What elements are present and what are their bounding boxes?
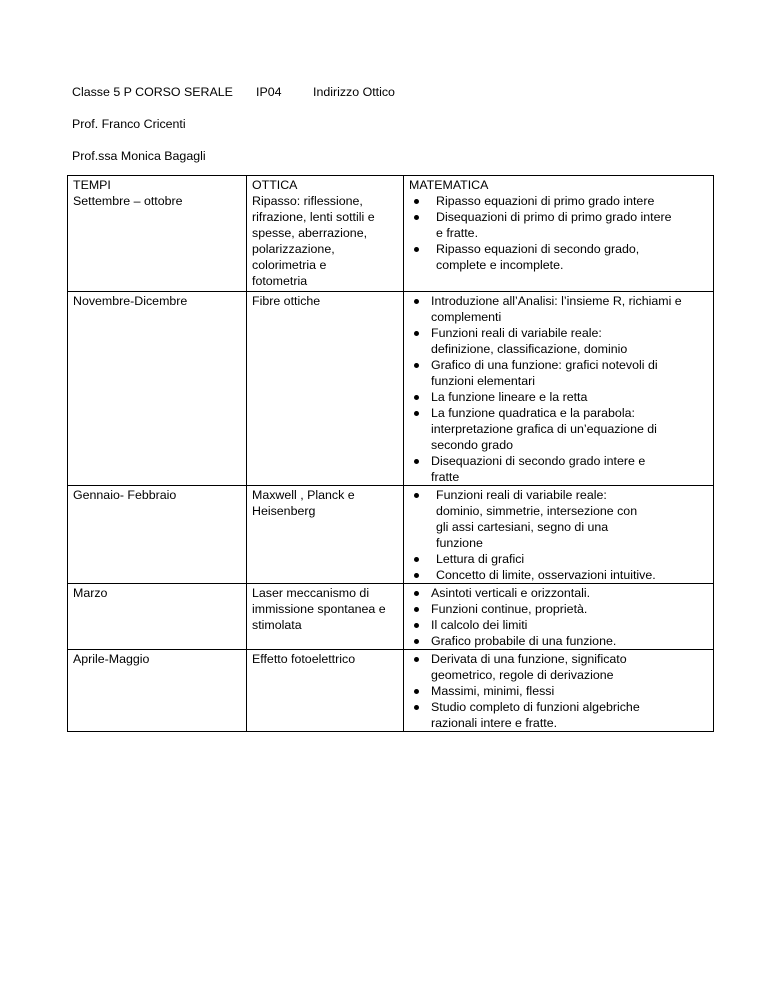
- list-item: [409, 241, 708, 273]
- ottica-line: Heisenberg: [252, 504, 316, 518]
- list-item: [409, 651, 708, 683]
- list-item: [409, 209, 708, 241]
- list-item-line: complete e incomplete.: [436, 258, 564, 272]
- list-item-line: Derivata di una funzione, significato: [431, 652, 627, 666]
- list-item-line: Ripasso equazioni di primo grado intere: [436, 194, 655, 208]
- matematica-header: MATEMATICA: [409, 178, 489, 192]
- tempi-cell: [68, 176, 247, 292]
- list-item: [409, 633, 708, 649]
- list-item-line: Studio completo di funzioni algebriche: [431, 700, 640, 714]
- list-item-line: geometrico, regole di derivazione: [431, 668, 614, 682]
- tempi-header: TEMPI: [73, 178, 111, 192]
- period-label: Settembre – ottobre: [73, 194, 183, 208]
- list-item-line: Grafico probabile di una funzione.: [431, 634, 617, 648]
- list-item-line: razionali intere e fratte.: [431, 716, 558, 730]
- address-label: Indirizzo Ottico: [313, 85, 395, 99]
- matematica-cell: [404, 176, 714, 292]
- list-item: [409, 325, 708, 357]
- list-item-line: gli assi cartesiani, segno di una: [436, 520, 609, 534]
- period-label: Marzo: [73, 586, 108, 600]
- list-item-line: dominio, simmetrie, intersezione con: [436, 504, 638, 518]
- teacher-2: Prof.ssa Monica Bagagli: [72, 149, 206, 163]
- list-item: [409, 683, 708, 699]
- list-item: [409, 487, 708, 551]
- table-row: [68, 486, 714, 584]
- topic-list: [409, 487, 708, 583]
- ottica-line: Laser meccanismo di: [252, 586, 370, 600]
- list-item: [409, 699, 708, 731]
- list-item: [409, 585, 708, 601]
- list-item-line: Funzioni reali di variabile reale:: [436, 488, 607, 502]
- course-code: IP04: [256, 85, 282, 99]
- topic-list: [409, 651, 708, 731]
- list-item: [409, 551, 708, 567]
- table-row: [68, 176, 714, 292]
- list-item: [409, 405, 708, 453]
- ottica-line: rifrazione, lenti sottili e: [252, 210, 375, 224]
- list-item: [409, 389, 708, 405]
- list-item: [409, 193, 708, 209]
- list-item-line: Grafico di una funzione: grafici notevoli di: [431, 358, 658, 372]
- list-item-line: Concetto di limite, osservazioni intuitive.: [436, 568, 656, 582]
- period-label: Aprile-Maggio: [73, 652, 150, 666]
- list-item-line: funzioni elementari: [431, 374, 536, 388]
- list-item-line: Lettura di grafici: [436, 552, 525, 566]
- ottica-line: polarizzazione,: [252, 242, 335, 256]
- list-item: [409, 567, 708, 583]
- list-item-line: interpretazione grafica di un’equazione di: [431, 422, 657, 436]
- topic-list: [409, 585, 708, 649]
- ottica-line: stimolata: [252, 618, 302, 632]
- matematica-cell: [404, 584, 714, 650]
- list-item-line: Funzioni continue, proprietà.: [431, 602, 588, 616]
- list-item-line: complementi: [431, 310, 502, 324]
- list-item-line: La funzione lineare e la retta: [431, 390, 588, 404]
- list-item: [409, 357, 708, 389]
- list-item-line: e fratte.: [436, 226, 479, 240]
- class-label: Classe 5 P CORSO SERALE: [72, 85, 233, 99]
- list-item-line: funzione: [436, 536, 483, 550]
- list-item: [409, 617, 708, 633]
- list-item-line: Disequazioni di secondo grado intere e: [431, 454, 646, 468]
- list-item-line: fratte: [431, 470, 460, 484]
- ottica-line: colorimetria e: [252, 258, 327, 272]
- ottica-line: spesse, aberrazione,: [252, 226, 368, 240]
- list-item-line: secondo grado: [431, 438, 513, 452]
- list-item: [409, 293, 708, 325]
- topic-list: [409, 293, 708, 485]
- period-label: Gennaio- Febbraio: [73, 488, 177, 502]
- ottica-line: Fibre ottiche: [252, 294, 321, 308]
- list-item: [409, 453, 708, 485]
- table-row: [68, 650, 714, 732]
- ottica-header: OTTICA: [252, 178, 298, 192]
- ottica-line: Effetto fotoelettrico: [252, 652, 356, 666]
- list-item-line: Massimi, minimi, flessi: [431, 684, 555, 698]
- ottica-line: Ripasso: riflessione,: [252, 194, 363, 208]
- ottica-line: fotometria: [252, 274, 308, 288]
- matematica-cell: [404, 650, 714, 732]
- teacher-1: Prof. Franco Cricenti: [72, 117, 186, 131]
- table-row: [68, 292, 714, 486]
- list-item-line: Introduzione all’Analisi: l’insieme R, richiami e: [431, 294, 682, 308]
- matematica-cell: [404, 486, 714, 584]
- ottica-cell: [247, 176, 404, 292]
- matematica-cell: [404, 292, 714, 486]
- table-row: [68, 584, 714, 650]
- list-item-line: Il calcolo dei limiti: [431, 618, 528, 632]
- list-item-line: Disequazioni di primo di primo grado intere: [436, 210, 672, 224]
- list-item-line: definizione, classificazione, dominio: [431, 342, 628, 356]
- ottica-line: Maxwell , Planck e: [252, 488, 355, 502]
- period-label: Novembre-Dicembre: [73, 294, 188, 308]
- list-item: [409, 601, 708, 617]
- list-item-line: La funzione quadratica e la parabola:: [431, 406, 635, 420]
- syllabus-table: [67, 175, 714, 732]
- ottica-line: immissione spontanea e: [252, 602, 386, 616]
- list-item-line: Ripasso equazioni di secondo grado,: [436, 242, 640, 256]
- list-item-line: Asintoti verticali e orizzontali.: [431, 586, 591, 600]
- topic-list: [409, 193, 708, 273]
- list-item-line: Funzioni reali di variabile reale:: [431, 326, 602, 340]
